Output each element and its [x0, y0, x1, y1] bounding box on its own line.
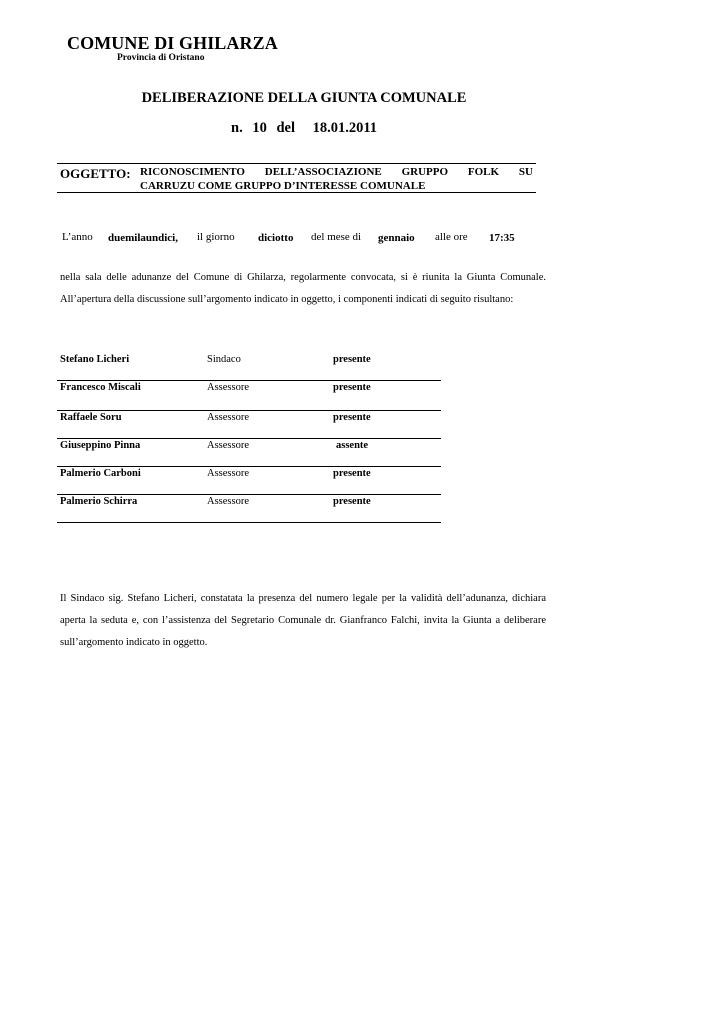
attendee-role: Assessore [207, 496, 249, 507]
row-divider [57, 494, 441, 495]
deliberation-number: 10 [252, 120, 267, 136]
attendee-role: Assessore [207, 382, 249, 393]
attendee-name: Stefano Licheri [60, 354, 130, 365]
attendee-name: Raffaele Soru [60, 412, 122, 423]
session-time: 17:35 [489, 232, 515, 244]
row-divider [57, 466, 441, 467]
subject-label: OGGETTO: [60, 166, 131, 181]
date-label: del [276, 120, 295, 136]
year-label: L’anno [62, 231, 93, 243]
attendee-name: Palmerio Schirra [60, 496, 138, 507]
attendee-name: Palmerio Carboni [60, 468, 141, 479]
attendee-status: presente [333, 412, 371, 423]
closing-paragraph: Il Sindaco sig. Stefano Licheri, constatata la presenza del numero legale per la validità dell’adunanza, dichiara aperta la seduta e, con l’assistenza del Segretario Comunale dr. Gianfranco Falchi, invita la Giunta a deliberare sull’argomento indicato in oggetto. [60, 593, 546, 648]
subject-line-1: RICONOSCIMENTO DELL’ASSOCIAZIONE GRUPPO FOLK SU [140, 166, 533, 178]
time-label: alle ore [435, 231, 468, 243]
intro-paragraph: nella sala delle adunanze del Comune di Ghilarza, regolarmente convocata, si è riunita la Giunta Comunale. All’apertura della discussione sull’argomento indicato in oggetto, i componenti indicati di seguito risultano: [60, 272, 546, 305]
session-year: duemilaundici, [108, 232, 178, 244]
deliberation-number-line [231, 120, 377, 137]
subject-top-rule [57, 163, 536, 164]
month-label: del mese di [311, 231, 362, 243]
deliberation-date: 18.01.2011 [312, 120, 378, 136]
session-day: diciotto [258, 232, 294, 244]
number-label: n. [231, 120, 243, 136]
municipality-title: COMUNE DI GHILARZA [67, 33, 278, 53]
attendee-status: assente [336, 440, 369, 451]
table-bottom-rule [57, 522, 441, 523]
row-divider [57, 438, 441, 439]
attendee-status: presente [333, 496, 371, 507]
row-divider [57, 410, 441, 411]
attendee-status: presente [333, 382, 371, 393]
session-month: gennaio [378, 232, 415, 244]
day-label: il giorno [197, 231, 235, 243]
subject-text [140, 165, 533, 193]
attendee-role: Assessore [207, 468, 249, 479]
row-divider [57, 380, 441, 381]
province-subtitle: Provincia di Oristano [117, 53, 205, 63]
attendee-name: Francesco Miscali [60, 382, 141, 393]
subject-line-2: CARRUZU COME GRUPPO D’INTERESSE COMUNALE [140, 180, 426, 192]
subject-bottom-rule [57, 192, 536, 193]
attendee-role: Assessore [207, 440, 249, 451]
deliberation-title: DELIBERAZIONE DELLA GIUNTA COMUNALE [141, 90, 467, 106]
attendee-status: presente [333, 468, 371, 479]
attendee-name: Giuseppino Pinna [60, 440, 141, 451]
attendee-status: presente [333, 354, 371, 365]
attendee-role: Sindaco [207, 354, 241, 365]
attendee-role: Assessore [207, 412, 249, 423]
